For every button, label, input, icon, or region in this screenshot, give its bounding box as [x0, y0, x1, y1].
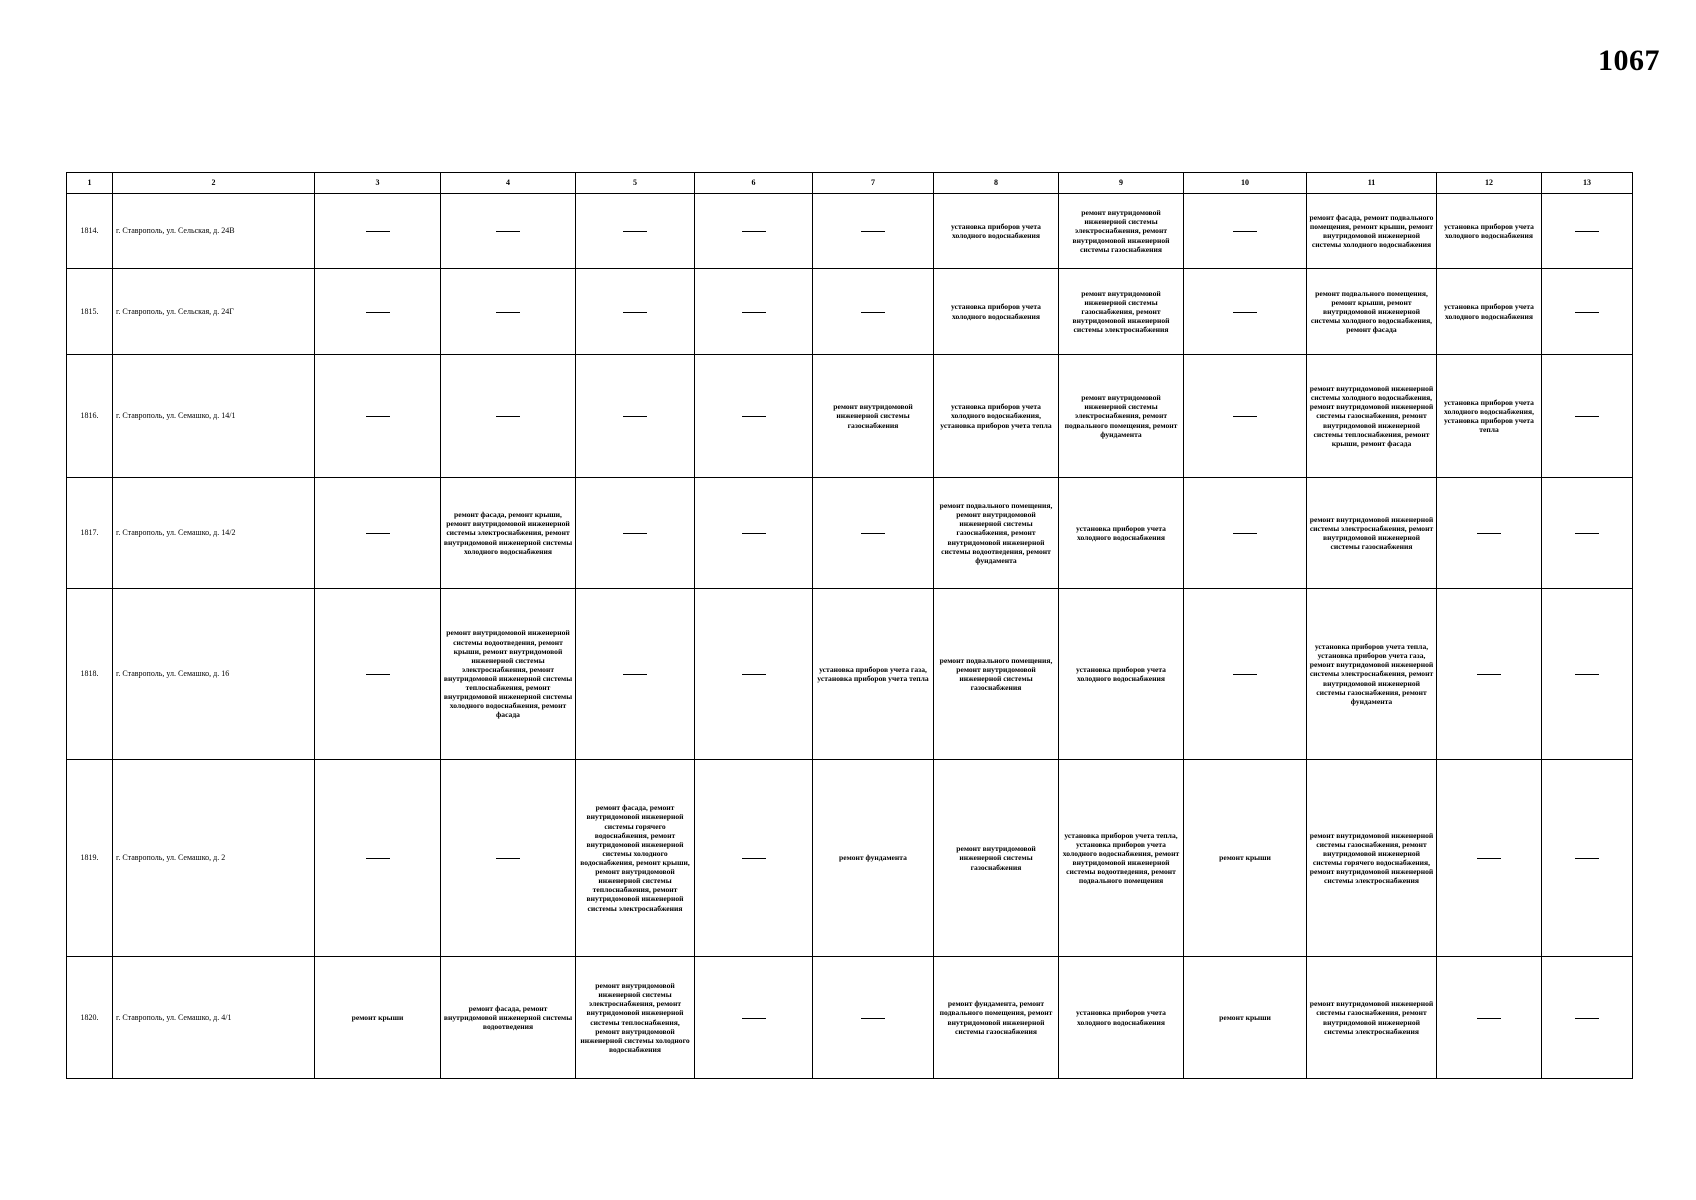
- dash-mark: [623, 416, 647, 417]
- empty-cell: [813, 478, 934, 589]
- header-cell: 8: [934, 173, 1059, 194]
- empty-cell: [441, 355, 576, 478]
- header-cell: 5: [576, 173, 695, 194]
- empty-cell: [441, 269, 576, 355]
- address-cell: г. Ставрополь, ул. Семашко, д. 14/1: [113, 355, 315, 478]
- work-cell: ремонт внутридомовой инженерной системы газоснабжения: [813, 355, 934, 478]
- work-cell: ремонт внутридомовой инженерной системы газоснабжения, ремонт внутридомовой инженерной системы электроснабжения: [1307, 957, 1437, 1079]
- work-cell: ремонт подвального помещения, ремонт крыши, ремонт внутридомовой инженерной системы холодного водоснабжения, ремонт фасада: [1307, 269, 1437, 355]
- dash-mark: [1575, 416, 1599, 417]
- column-number-header: [67, 173, 1633, 194]
- dash-mark: [1575, 1018, 1599, 1019]
- dash-mark: [742, 674, 766, 675]
- dash-mark: [496, 416, 520, 417]
- address-cell: г. Ставрополь, ул. Сельская, д. 24В: [113, 194, 315, 269]
- empty-cell: [315, 589, 441, 760]
- dash-mark: [742, 312, 766, 313]
- table-row: [67, 589, 1633, 760]
- work-cell: ремонт подвального помещения, ремонт внутридомовой инженерной системы газоснабжения: [934, 589, 1059, 760]
- work-cell: установка приборов учета холодного водоснабжения, установка приборов учета тепла: [934, 355, 1059, 478]
- dash-mark: [742, 858, 766, 859]
- empty-cell: [1184, 589, 1307, 760]
- work-cell: установка приборов учета холодного водоснабжения, установка приборов учета тепла: [1437, 355, 1542, 478]
- row-number: 1815.: [67, 269, 113, 355]
- empty-cell: [813, 269, 934, 355]
- address-cell: г. Ставрополь, ул. Семашко, д. 14/2: [113, 478, 315, 589]
- empty-cell: [1437, 478, 1542, 589]
- work-cell: установка приборов учета газа, установка приборов учета тепла: [813, 589, 934, 760]
- empty-cell: [1542, 355, 1633, 478]
- empty-cell: [1184, 269, 1307, 355]
- work-cell: установка приборов учета тепла, установка приборов учета холодного водоснабжения, ремонт внутридомовой инженерной системы водоотведения, ремонт подвального помещения: [1059, 760, 1184, 957]
- dash-mark: [1575, 533, 1599, 534]
- dash-mark: [742, 533, 766, 534]
- dash-mark: [1233, 416, 1257, 417]
- work-cell: ремонт крыши: [1184, 957, 1307, 1079]
- dash-mark: [1477, 674, 1501, 675]
- dash-mark: [1477, 1018, 1501, 1019]
- empty-cell: [315, 355, 441, 478]
- empty-cell: [813, 957, 934, 1079]
- header-cell: 6: [695, 173, 813, 194]
- empty-cell: [1184, 355, 1307, 478]
- work-cell: ремонт фундамента, ремонт подвального помещения, ремонт внутридомовой инженерной системы газоснабжения: [934, 957, 1059, 1079]
- row-number: 1820.: [67, 957, 113, 1079]
- dash-mark: [1477, 533, 1501, 534]
- empty-cell: [1184, 194, 1307, 269]
- dash-mark: [1575, 674, 1599, 675]
- work-cell: ремонт внутридомовой инженерной системы холодного водоснабжения, ремонт внутридомовой инженерной системы газоснабжения, ремонт внутридомовой инженерной системы теплоснабжения, ремонт крыши, ремонт фасада: [1307, 355, 1437, 478]
- header-cell: 9: [1059, 173, 1184, 194]
- work-cell: ремонт фасада, ремонт подвального помещения, ремонт крыши, ремонт внутридомовой инженерной системы холодного водоснабжения: [1307, 194, 1437, 269]
- work-cell: ремонт внутридомовой инженерной системы электроснабжения, ремонт внутридомовой инженерной системы теплоснабжения, ремонт внутридомовой инженерной системы холодного водоснабжения: [576, 957, 695, 1079]
- address-cell: г. Ставрополь, ул. Семашко, д. 16: [113, 589, 315, 760]
- empty-cell: [315, 269, 441, 355]
- empty-cell: [1542, 269, 1633, 355]
- work-cell: ремонт фасада, ремонт крыши, ремонт внутридомовой инженерной системы электроснабжения, ремонт внутридомовой инженерной системы холодного водоснабжения: [441, 478, 576, 589]
- dash-mark: [861, 231, 885, 232]
- empty-cell: [1542, 478, 1633, 589]
- dash-mark: [861, 1018, 885, 1019]
- work-cell: ремонт фасада, ремонт внутридомовой инженерной системы водоотведения: [441, 957, 576, 1079]
- table-row: [67, 194, 1633, 269]
- row-number: 1814.: [67, 194, 113, 269]
- empty-cell: [315, 194, 441, 269]
- dash-mark: [366, 231, 390, 232]
- header-cell: 11: [1307, 173, 1437, 194]
- dash-mark: [623, 312, 647, 313]
- work-cell: установка приборов учета холодного водоснабжения: [1059, 589, 1184, 760]
- work-cell: ремонт внутридомовой инженерной системы водоотведения, ремонт крыши, ремонт внутридомовой инженерной системы электроснабжения, ремонт внутридомовой инженерной системы теплоснабжения, ремонт внутридомовой инженерной системы холодного водоснабжения, ремонт фасада: [441, 589, 576, 760]
- empty-cell: [1542, 589, 1633, 760]
- table-row: [67, 355, 1633, 478]
- empty-cell: [695, 957, 813, 1079]
- dash-mark: [1575, 858, 1599, 859]
- work-cell: установка приборов учета холодного водоснабжения: [1437, 194, 1542, 269]
- page-number: 1067: [1598, 44, 1660, 77]
- table-row: [67, 478, 1633, 589]
- empty-cell: [1437, 589, 1542, 760]
- dash-mark: [861, 533, 885, 534]
- dash-mark: [623, 533, 647, 534]
- empty-cell: [813, 194, 934, 269]
- empty-cell: [576, 269, 695, 355]
- empty-cell: [315, 478, 441, 589]
- dash-mark: [366, 674, 390, 675]
- empty-cell: [695, 760, 813, 957]
- work-cell: ремонт внутридомовой инженерной системы газоснабжения, ремонт внутридомовой инженерной системы электроснабжения: [1059, 269, 1184, 355]
- dash-mark: [1233, 674, 1257, 675]
- empty-cell: [576, 194, 695, 269]
- dash-mark: [366, 416, 390, 417]
- dash-mark: [742, 416, 766, 417]
- work-cell: установка приборов учета холодного водоснабжения: [934, 269, 1059, 355]
- empty-cell: [1542, 957, 1633, 1079]
- empty-cell: [576, 589, 695, 760]
- header-cell: 13: [1542, 173, 1633, 194]
- empty-cell: [576, 355, 695, 478]
- header-cell: 3: [315, 173, 441, 194]
- work-cell: ремонт внутридомовой инженерной системы газоснабжения, ремонт внутридомовой инженерной системы горячего водоснабжения, ремонт внутридомовой инженерной системы электроснабжения: [1307, 760, 1437, 957]
- row-number: 1817.: [67, 478, 113, 589]
- table-row: [67, 760, 1633, 957]
- dash-mark: [366, 533, 390, 534]
- header-cell: 12: [1437, 173, 1542, 194]
- dash-mark: [366, 858, 390, 859]
- work-cell: ремонт внутридомовой инженерной системы электроснабжения, ремонт внутридомовой инженерной системы газоснабжения: [1307, 478, 1437, 589]
- work-cell: ремонт подвального помещения, ремонт внутридомовой инженерной системы газоснабжения, ремонт внутридомовой инженерной системы водоотведения, ремонт фундамента: [934, 478, 1059, 589]
- dash-mark: [623, 231, 647, 232]
- work-cell: установка приборов учета холодного водоснабжения: [934, 194, 1059, 269]
- dash-mark: [1575, 231, 1599, 232]
- dash-mark: [1233, 231, 1257, 232]
- dash-mark: [366, 312, 390, 313]
- dash-mark: [742, 1018, 766, 1019]
- work-cell: установка приборов учета холодного водоснабжения: [1059, 957, 1184, 1079]
- repair-schedule-table: [66, 172, 1633, 1079]
- dash-mark: [1233, 312, 1257, 313]
- header-cell: 7: [813, 173, 934, 194]
- dash-mark: [496, 858, 520, 859]
- empty-cell: [695, 355, 813, 478]
- header-cell: 4: [441, 173, 576, 194]
- work-cell: ремонт фасада, ремонт внутридомовой инженерной системы горячего водоснабжения, ремонт внутридомовой инженерной системы холодного водоснабжения, ремонт крыши, ремонт внутридомовой инженерной системы теплоснабжения, ремонт внутридомовой инженерной системы электроснабжения: [576, 760, 695, 957]
- header-cell: 10: [1184, 173, 1307, 194]
- work-cell: ремонт внутридомовой инженерной системы газоснабжения: [934, 760, 1059, 957]
- work-cell: ремонт крыши: [1184, 760, 1307, 957]
- dash-mark: [496, 231, 520, 232]
- dash-mark: [742, 231, 766, 232]
- work-cell: установка приборов учета холодного водоснабжения: [1437, 269, 1542, 355]
- header-cell: 2: [113, 173, 315, 194]
- dash-mark: [1477, 858, 1501, 859]
- empty-cell: [441, 194, 576, 269]
- empty-cell: [695, 589, 813, 760]
- dash-mark: [623, 674, 647, 675]
- empty-cell: [695, 478, 813, 589]
- work-cell: ремонт внутридомовой инженерной системы электроснабжения, ремонт внутридомовой инженерной системы газоснабжения: [1059, 194, 1184, 269]
- empty-cell: [576, 478, 695, 589]
- empty-cell: [1542, 194, 1633, 269]
- work-cell: установка приборов учета тепла, установка приборов учета газа, ремонт внутридомовой инженерной системы электроснабжения, ремонт внутридомовой инженерной системы газоснабжения, ремонт фундамента: [1307, 589, 1437, 760]
- dash-mark: [1233, 533, 1257, 534]
- work-cell: ремонт внутридомовой инженерной системы электроснабжения, ремонт подвального помещения, ремонт фундамента: [1059, 355, 1184, 478]
- work-cell: установка приборов учета холодного водоснабжения: [1059, 478, 1184, 589]
- dash-mark: [1575, 312, 1599, 313]
- dash-mark: [496, 312, 520, 313]
- empty-cell: [695, 269, 813, 355]
- header-cell: 1: [67, 173, 113, 194]
- row-number: 1816.: [67, 355, 113, 478]
- table-row: [67, 269, 1633, 355]
- empty-cell: [1437, 957, 1542, 1079]
- address-cell: г. Ставрополь, ул. Семашко, д. 4/1: [113, 957, 315, 1079]
- address-cell: г. Ставрополь, ул. Семашко, д. 2: [113, 760, 315, 957]
- table-row: [67, 957, 1633, 1079]
- row-number: 1818.: [67, 589, 113, 760]
- work-cell: ремонт фундамента: [813, 760, 934, 957]
- address-cell: г. Ставрополь, ул. Сельская, д. 24Г: [113, 269, 315, 355]
- empty-cell: [1437, 760, 1542, 957]
- work-cell: ремонт крыши: [315, 957, 441, 1079]
- empty-cell: [1184, 478, 1307, 589]
- empty-cell: [695, 194, 813, 269]
- empty-cell: [441, 760, 576, 957]
- dash-mark: [861, 312, 885, 313]
- empty-cell: [1542, 760, 1633, 957]
- empty-cell: [315, 760, 441, 957]
- row-number: 1819.: [67, 760, 113, 957]
